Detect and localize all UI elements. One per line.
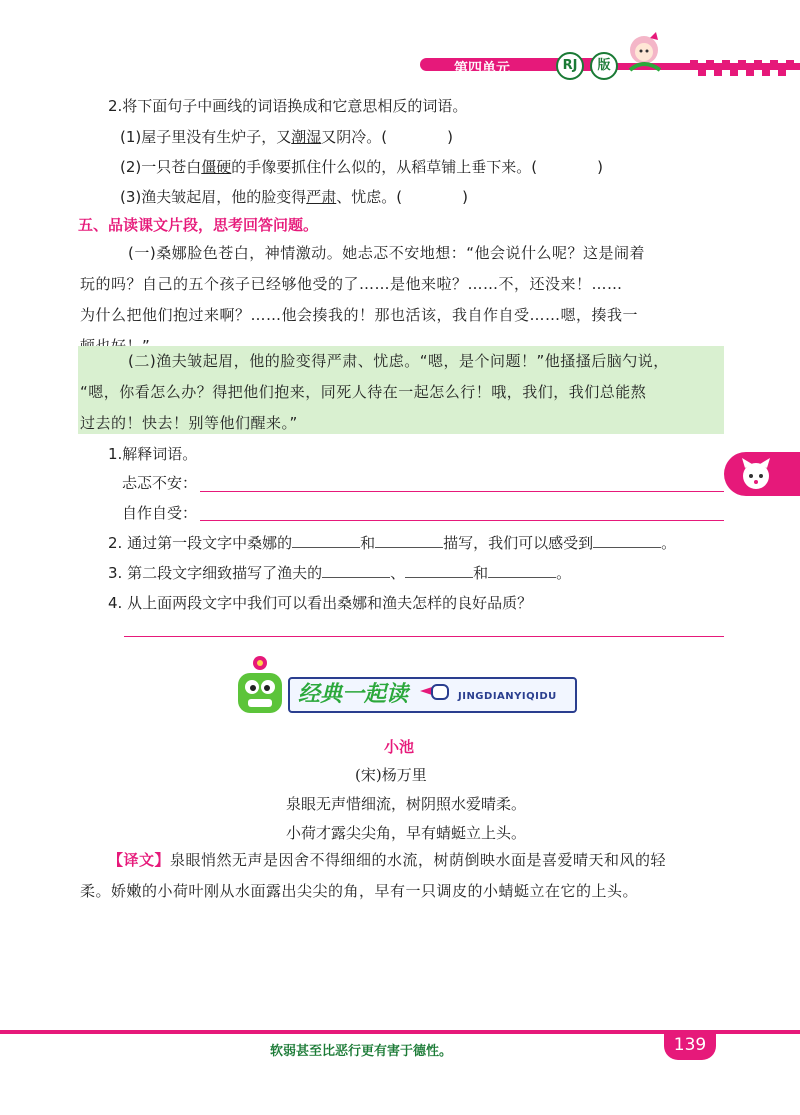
translation: [80, 845, 728, 907]
blank-field[interactable]: [593, 533, 661, 548]
classic-reading-banner: [228, 655, 578, 721]
q2-fill: 2. 通过第一段文字中桑娜的 和 描写，我们可以感受到 。: [108, 534, 677, 552]
passage-2-line: 过去的！快去！别等他们醒来。”: [80, 414, 298, 432]
blank-field[interactable]: [375, 533, 443, 548]
blank-field[interactable]: [488, 563, 556, 578]
edition-badge: 版: [590, 52, 618, 80]
unit-label: 第四单元: [454, 61, 510, 77]
passage-1-line: (一)桑娜脸色苍白，神情激动。她忐忑不安地想：“他会说什么呢？这是闹着: [128, 244, 645, 262]
poem-line-2: 小荷才露尖尖角，早有蜻蜓立上头。: [286, 824, 527, 842]
passage-1-line: 玩的吗？自己的五个孩子已经够他受的了……是他来啦？……不，还没来！……: [80, 275, 623, 293]
q2-title: 2.将下面句子中画线的词语换成和它意思相反的词语。: [108, 97, 468, 115]
term-1-label: 忐忑不安：: [122, 474, 198, 492]
underlined-word: 僵硬: [201, 158, 232, 176]
term-1-answer-line[interactable]: [200, 491, 724, 492]
translation-line: 柔。娇嫩的小荷叶刚从水面露出尖尖的角，早有一只调皮的小蜻蜓立在它的上头。: [80, 882, 639, 900]
side-tab: [724, 452, 800, 496]
poem-line-1: 泉眼无声惜细流，树阴照水爱晴柔。: [286, 795, 527, 813]
term-2-answer-line[interactable]: [200, 520, 724, 521]
blank-field[interactable]: [322, 563, 390, 578]
q2-item-1: (1)屋子里没有生炉子，又潮湿又阴冷。( ): [120, 128, 453, 146]
q3-fill: 3. 第二段文字细致描写了渔夫的 、 和 。: [108, 564, 572, 582]
underlined-word: 严肃: [306, 188, 337, 206]
passage-1-line: 为什么把他们抱过来啊？……他会揍我的！那也活该，我自作自受……嗯，揍我一: [80, 306, 639, 324]
blank-field[interactable]: [292, 533, 360, 548]
rj-badge: RJ: [556, 52, 584, 80]
green-monster-icon: [228, 655, 292, 721]
translation-line: 【译文】泉眼悄然无声是因舍不得细细的水流，树荫倒映水面是喜爱晴天和风的轻: [108, 851, 667, 869]
blank-field[interactable]: [405, 563, 473, 578]
mascot-girl-icon: [620, 30, 680, 76]
section-5-title: 五、品读课文片段，思考回答问题。: [78, 216, 319, 234]
translation-label: 【译文】: [108, 851, 171, 869]
passage-2-line: “嗯，你看怎么办？得把他们抱来，同死人待在一起怎么行！哦，我们，我们总能熬: [80, 383, 647, 401]
pointing-hand-icon: [418, 677, 454, 707]
q2-item-3: (3)渔夫皱起眉，他的脸变得严肃、忧虑。( ): [120, 188, 468, 206]
banner-title: 经典一起读: [298, 682, 409, 707]
term-2-label: 自作自受：: [122, 504, 198, 522]
poem-title: 小池: [384, 738, 415, 756]
passage-2-line: (二)渔夫皱起眉，他的脸变得严肃、忧虑。“嗯，是个问题！”他搔搔后脑勺说，: [128, 352, 669, 370]
q1-title: 1.解释词语。: [108, 445, 198, 463]
passage-1: [80, 238, 724, 362]
banner-subtitle: JINGDIANYIQIDU: [458, 691, 557, 702]
page-number: 139: [664, 1030, 716, 1060]
q4-answer-line[interactable]: [124, 636, 724, 637]
passage-2: [80, 346, 724, 439]
fox-mascot-icon: [734, 452, 778, 496]
poem-author: (宋)杨万里: [355, 766, 427, 784]
q2-item-2: (2)一只苍白僵硬的手像要抓住什么似的，从稻草铺上垂下来。( ): [120, 158, 603, 176]
footer-motto: 软弱甚至比恶行更有害于德性。: [270, 1044, 453, 1059]
header-band: [0, 0, 800, 88]
underlined-word: 潮湿: [291, 128, 322, 146]
q4-text: 4. 从上面两段文字中我们可以看出桑娜和渔夫怎样的良好品质？: [108, 594, 533, 612]
